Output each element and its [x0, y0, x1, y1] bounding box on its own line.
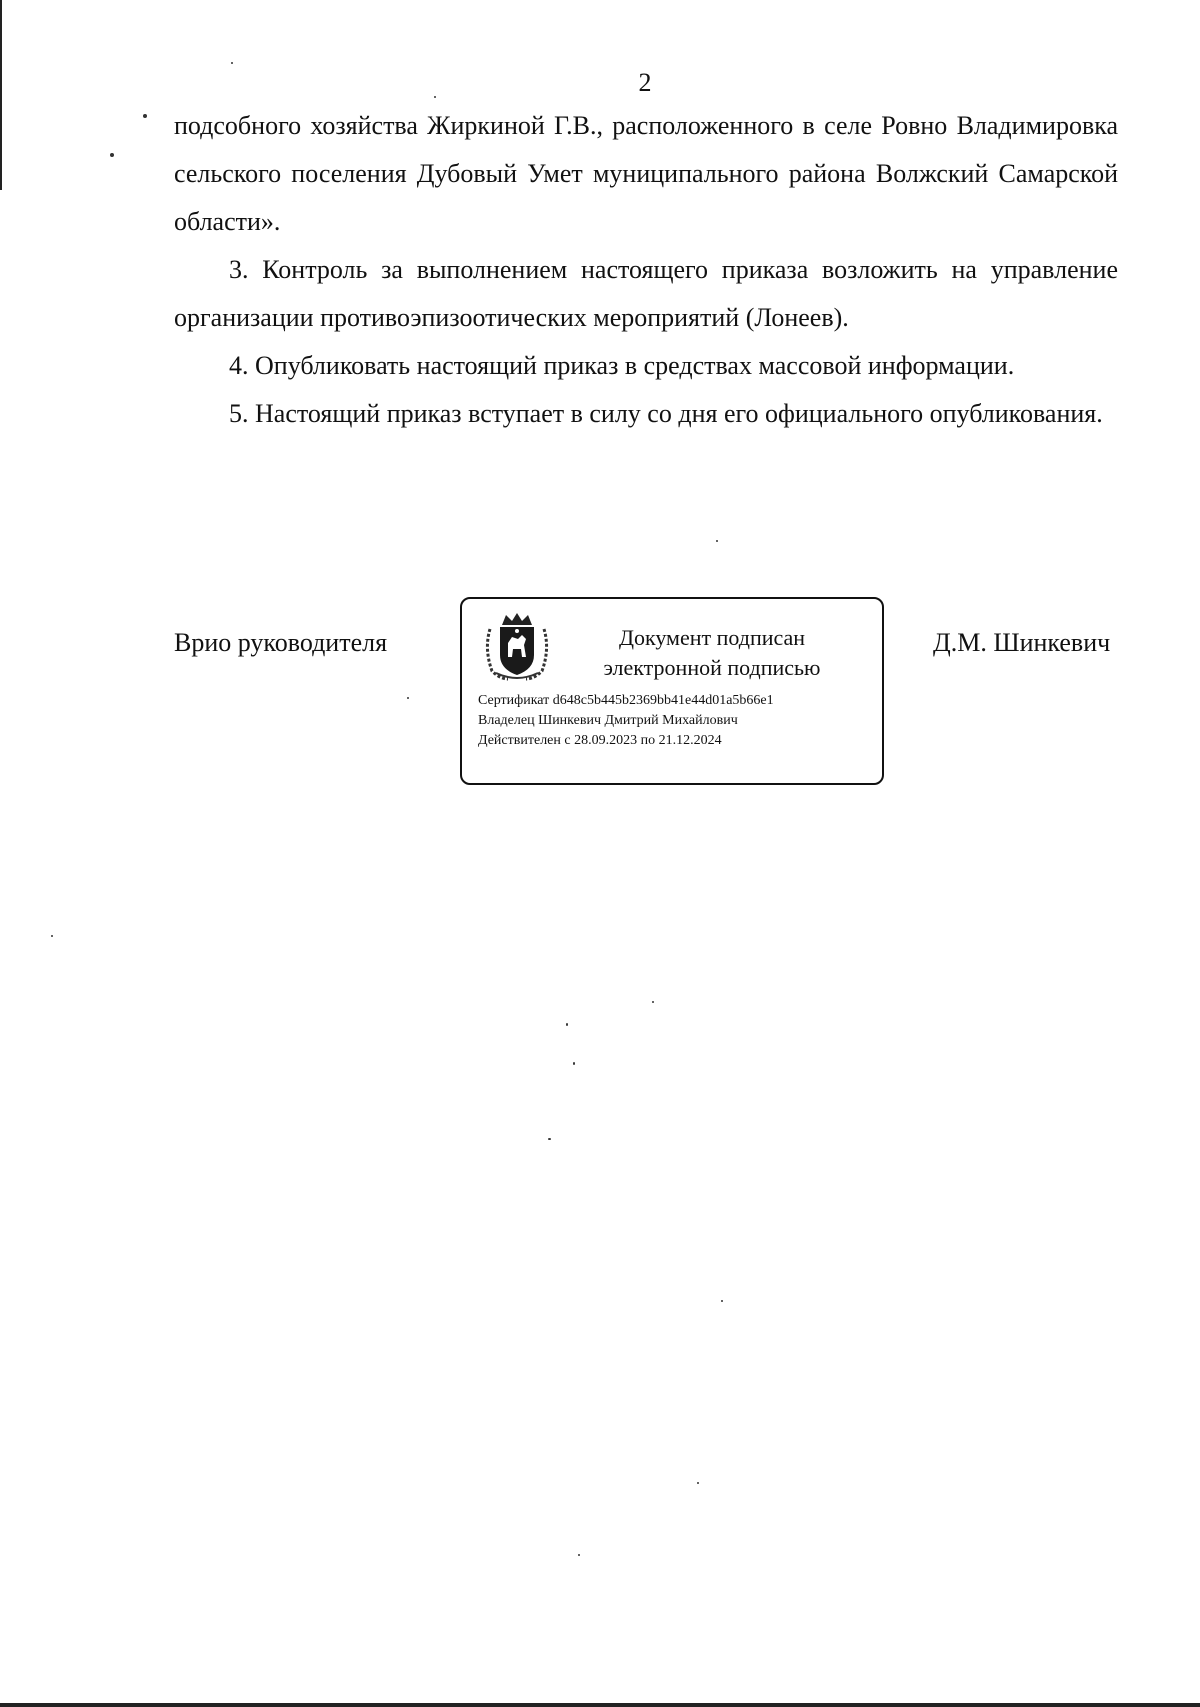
scan-speck	[573, 1062, 575, 1065]
signatory-title: Врио руководителя	[174, 628, 388, 657]
scan-speck	[143, 114, 147, 118]
stamp-heading-line-2: электронной подписью	[603, 655, 821, 680]
scan-speck	[697, 1482, 699, 1484]
stamp-heading	[592, 623, 832, 683]
scan-speck	[231, 62, 233, 64]
scan-speck	[652, 1001, 654, 1003]
body-text	[174, 102, 1118, 438]
scan-speck	[566, 1023, 568, 1026]
stamp-details	[478, 691, 774, 751]
electronic-signature-stamp	[460, 597, 884, 785]
paragraph-item-5: 5. Настоящий приказ вступает в силу со дня его официального опубликования.	[229, 399, 1103, 428]
signatory-name: Д.М. Шинкевич	[933, 628, 1111, 657]
scan-speck	[716, 540, 718, 542]
stamp-validity: Действителен с 28.09.2023 по 21.12.2024	[478, 733, 722, 748]
scan-speck	[548, 1138, 551, 1140]
paragraph-continuation: подсобного хозяйства Жиркиной Г.В., расположенного в селе Ровно Владимировка сельского поселения Дубовый Умет муниципального района Волжский Самарской области».	[174, 111, 1118, 236]
scan-speck	[51, 935, 53, 937]
scan-speck	[578, 1554, 580, 1556]
scan-speck	[110, 153, 114, 157]
stamp-heading-line-1: Документ подписан	[618, 625, 806, 650]
paragraph-item-4: 4. Опубликовать настоящий приказ в средствах массовой информации.	[229, 351, 1015, 380]
stamp-owner: Владелец Шинкевич Дмитрий Михайлович	[478, 713, 738, 728]
page-number: 2	[638, 68, 652, 97]
scan-edge-bottom	[0, 1703, 1200, 1707]
scan-speck	[407, 697, 409, 699]
stamp-certificate: Сертификат d648c5b445b2369bb41e44d01a5b66e1	[478, 693, 774, 708]
paragraph-item-3: 3. Контроль за выполнением настоящего приказа возложить на управление организации противоэпизоотических мероприятий (Лонеев).	[174, 255, 1118, 332]
coat-of-arms-icon	[482, 611, 552, 683]
scan-speck	[721, 1300, 723, 1302]
